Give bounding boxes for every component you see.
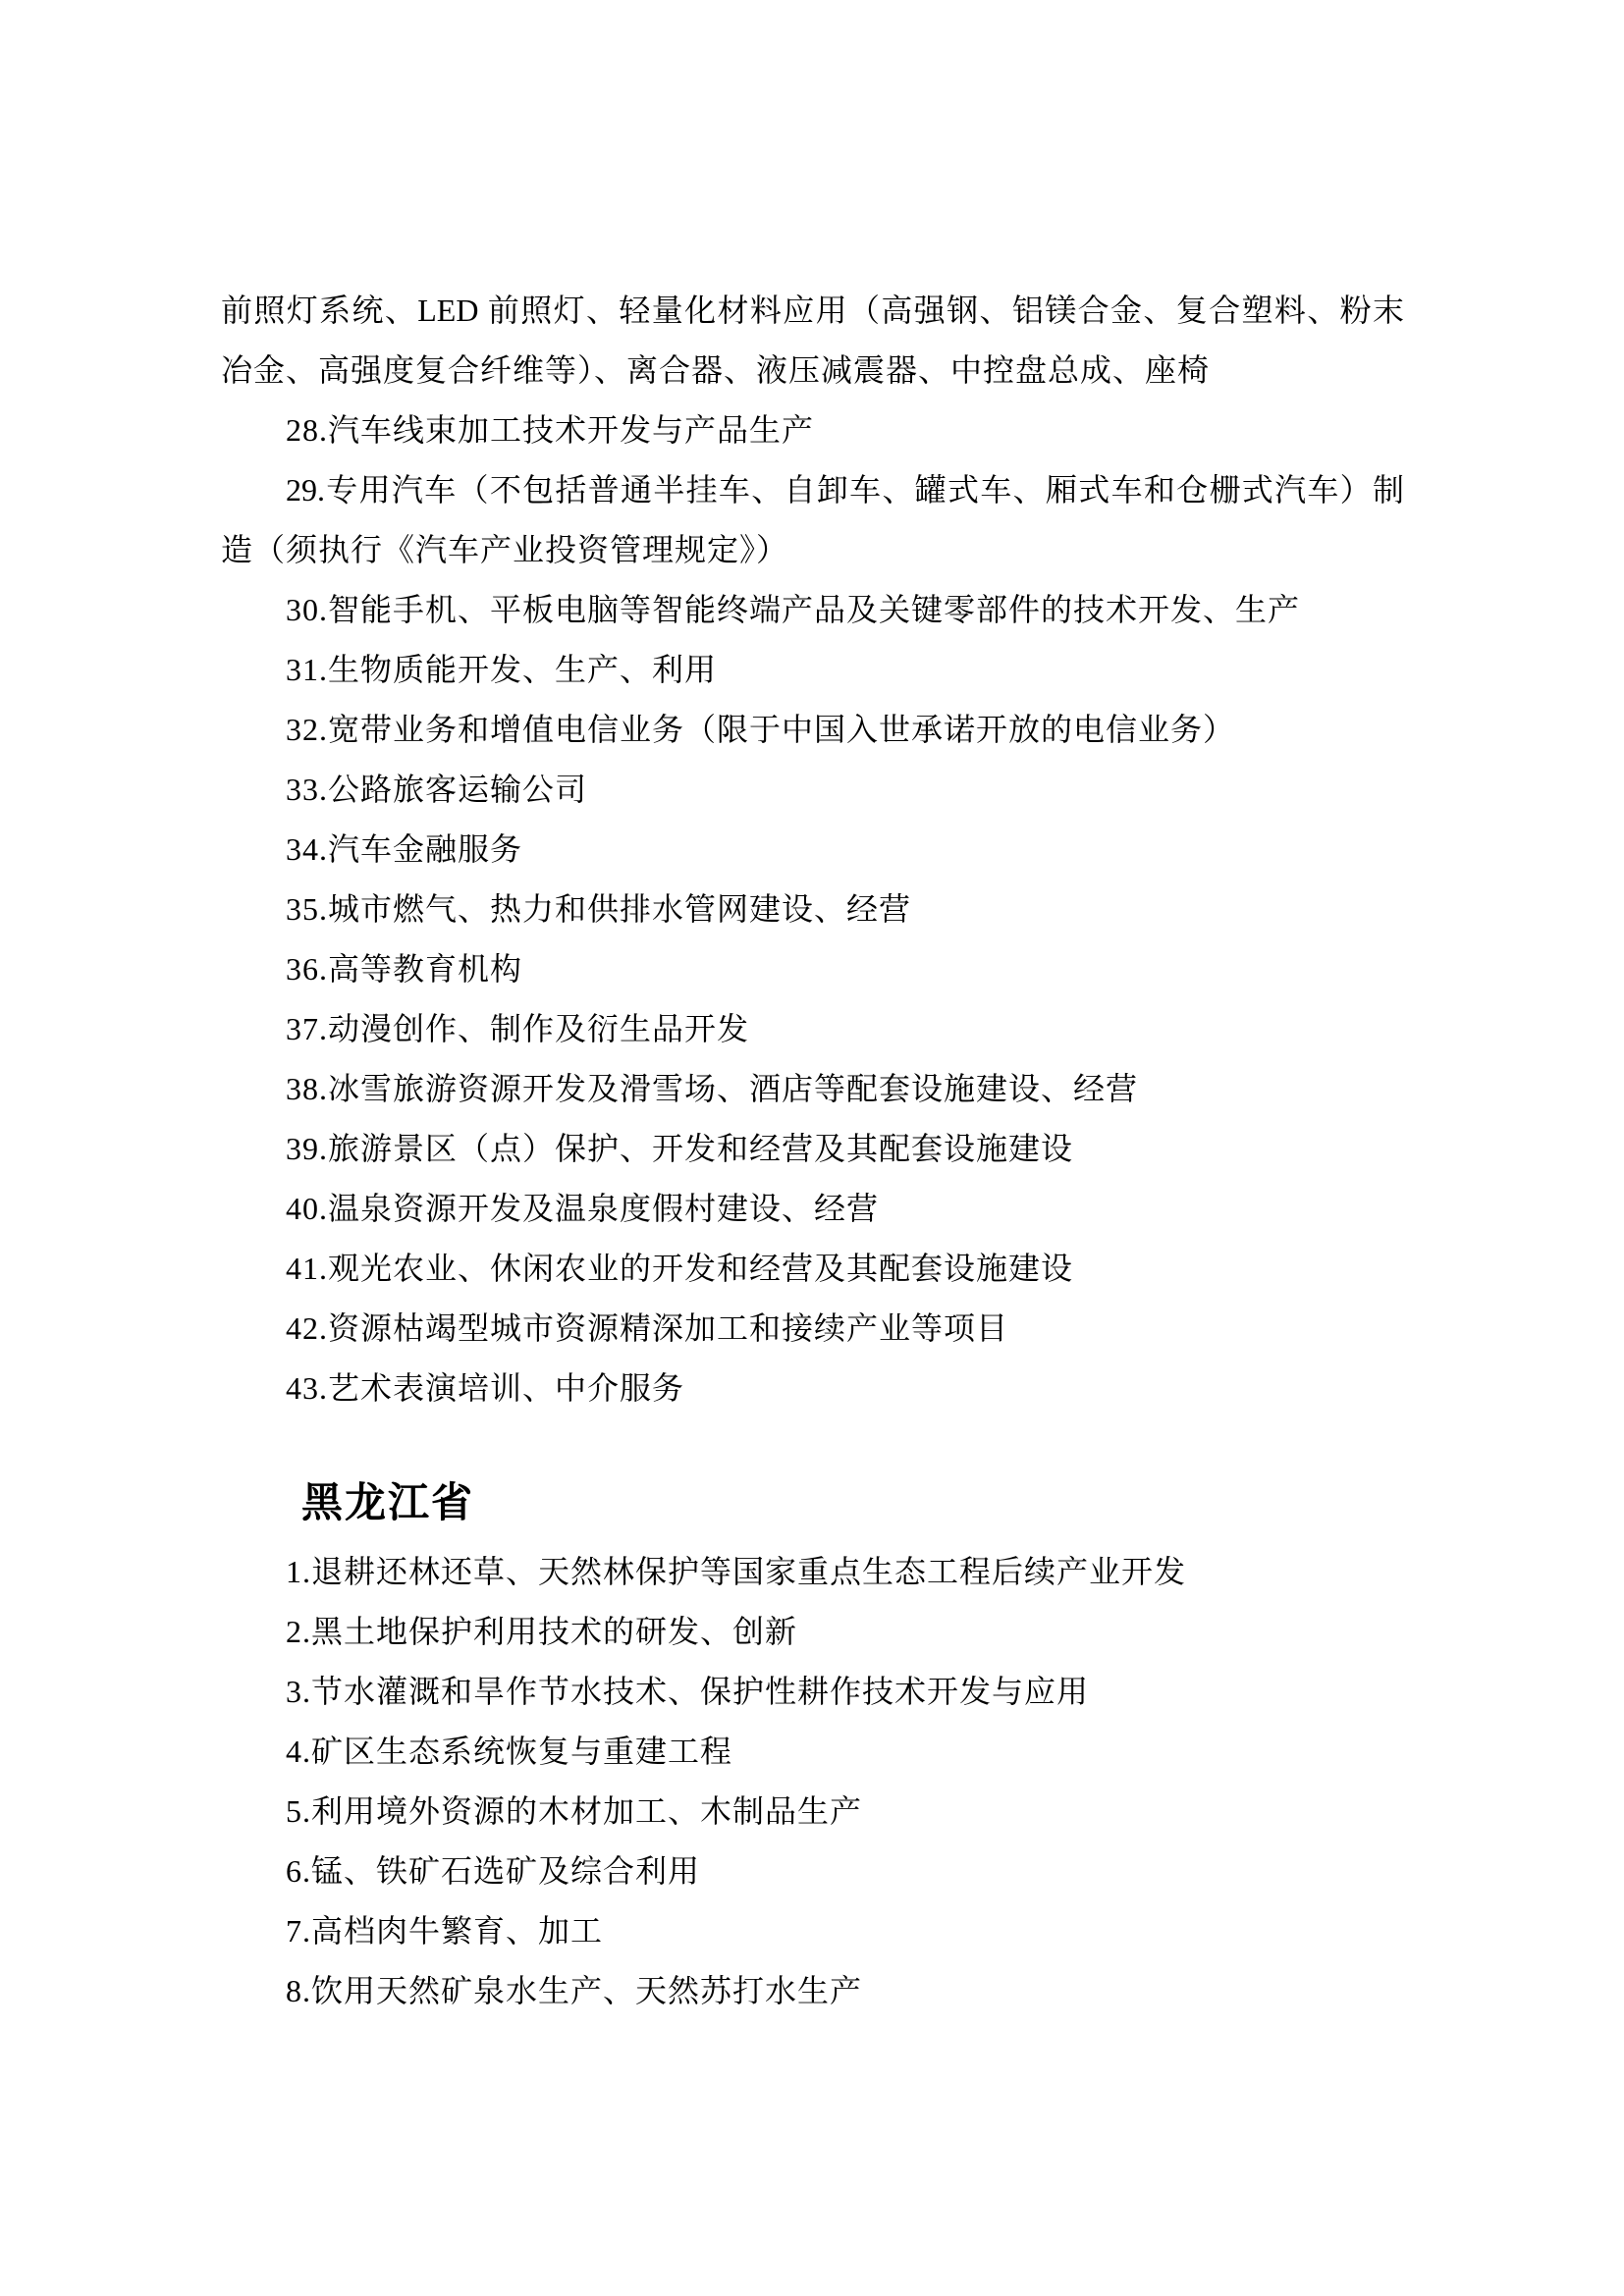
text-line: 43.艺术表演培训、中介服务	[286, 1370, 685, 1406]
text-line: 5.利用境外资源的木材加工、木制品生产	[286, 1793, 863, 1829]
text-line: 35.城市燃气、热力和供排水管网建设、经营	[286, 891, 912, 927]
text-line: 1.退耕还林还草、天然林保护等国家重点生态工程后续产业开发	[286, 1554, 1187, 1589]
text-line: 8.饮用天然矿泉水生产、天然苏打水生产	[286, 1973, 863, 2008]
text-line: 40.温泉资源开发及温泉度假村建设、经营	[286, 1191, 880, 1226]
text-line: 28.汽车线束加工技术开发与产品生产	[286, 412, 815, 448]
text-line: 前照灯系统、LED 前照灯、轻量化材料应用（高强钢、铝镁合金、复合塑料、粉末	[221, 293, 1404, 328]
province-heading: 黑龙江省	[301, 1479, 475, 1525]
text-line: 31.生物质能开发、生产、利用	[286, 652, 718, 687]
text-line: 3.节水灌溉和旱作节水技术、保护性耕作技术开发与应用	[286, 1674, 1090, 1709]
text-line: 6.锰、铁矿石选矿及综合利用	[286, 1853, 701, 1889]
text-line: 29.专用汽车（不包括普通半挂车、自卸车、罐式车、厢式车和仓栅式汽车）制	[286, 472, 1404, 507]
section-lines	[221, 1542, 1404, 2021]
text-line: 36.高等教育机构	[286, 951, 523, 987]
text-line: 33.公路旅客运输公司	[286, 772, 588, 807]
body-lines	[221, 281, 1404, 1418]
text-line: 41.观光农业、休闲农业的开发和经营及其配套设施建设	[286, 1251, 1074, 1286]
text-line: 30.智能手机、平板电脑等智能终端产品及关键零部件的技术开发、生产	[286, 592, 1301, 627]
text-line: 39.旅游景区（点）保护、开发和经营及其配套设施建设	[286, 1131, 1074, 1166]
text-line: 冶金、高强度复合纤维等）、离合器、液压减震器、中控盘总成、座椅	[221, 352, 1211, 388]
text-line: 32.宽带业务和增值电信业务（限于中国入世承诺开放的电信业务）	[286, 712, 1236, 747]
text-block	[221, 281, 1404, 2021]
text-line: 34.汽车金融服务	[286, 831, 523, 867]
text-line: 7.高档肉牛繁育、加工	[286, 1913, 604, 1949]
text-line: 4.矿区生态系统恢复与重建工程	[286, 1734, 733, 1769]
text-line: 2.黑土地保护利用技术的研发、创新	[286, 1614, 798, 1649]
text-line: 42.资源枯竭型城市资源精深加工和接续产业等项目	[286, 1310, 1009, 1346]
text-line: 38.冰雪旅游资源开发及滑雪场、酒店等配套设施建设、经营	[286, 1071, 1139, 1106]
text-line: 37.动漫创作、制作及衍生品开发	[286, 1011, 750, 1046]
text-line: 造（须执行《汽车产业投资管理规定》）	[221, 532, 789, 567]
